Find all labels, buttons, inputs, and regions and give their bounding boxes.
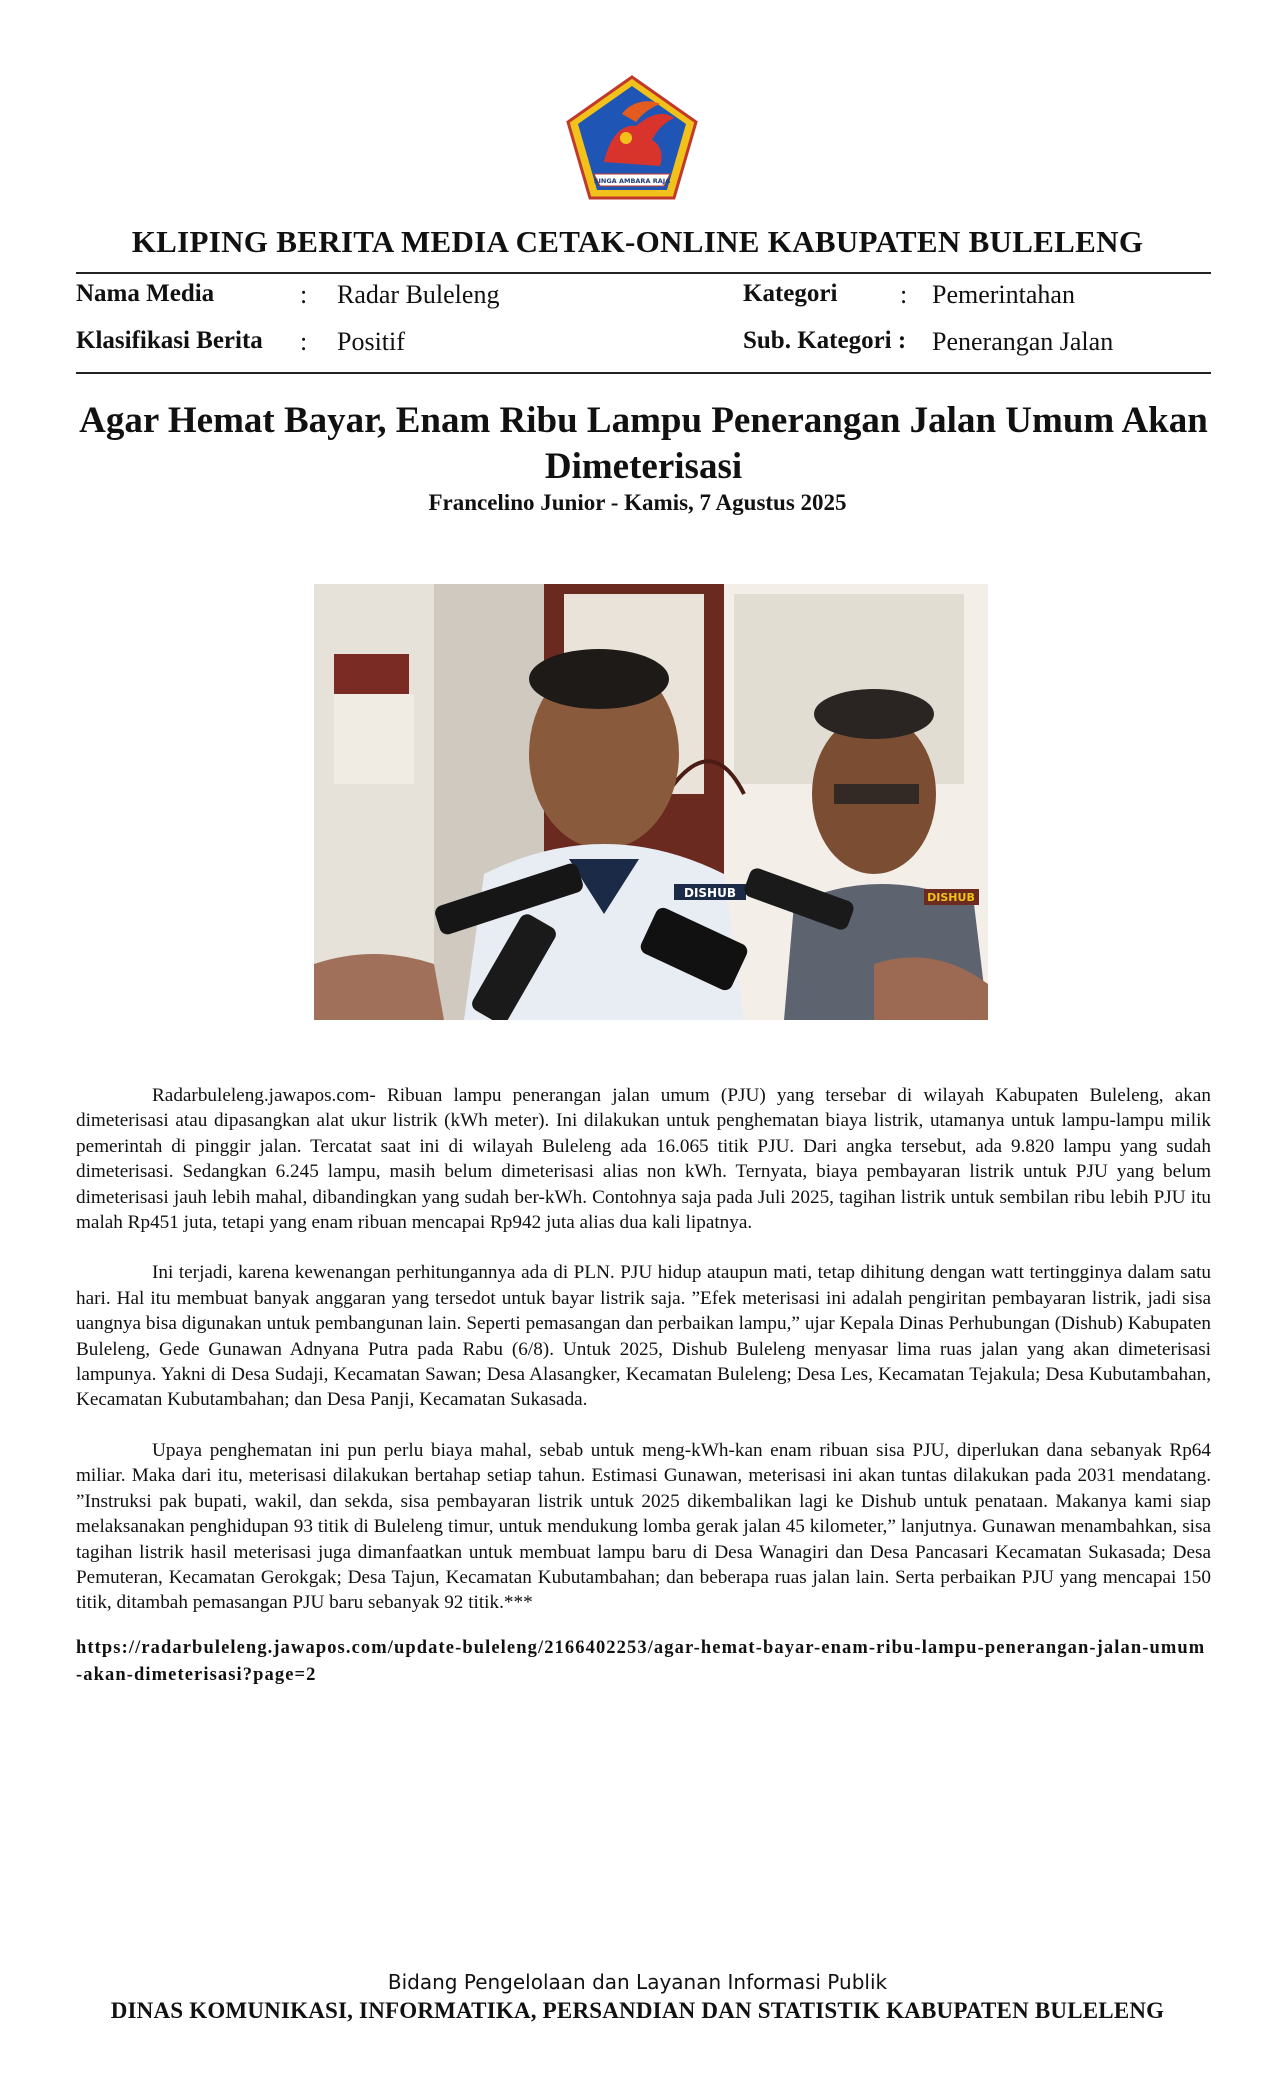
source-url[interactable]: https://radarbuleleng.jawapos.com/update-buleleng/2166402253/agar-hemat-bayar-enam-ribu-lampu-penerangan-jalan-umum-akan-dimeterisasi?page=2	[76, 1638, 1206, 1685]
footer-agency: DINAS KOMUNIKASI, INFORMATIKA, PERSANDIAN DAN STATISTIK KABUPATEN BULELENG	[110, 1998, 1165, 2023]
klasifikasi-label: Klasifikasi Berita	[76, 327, 263, 354]
kategori-label: Kategori	[743, 280, 838, 307]
sub-kategori-label: Sub. Kategori :	[743, 327, 907, 354]
article-paragraph: Upaya penghematan ini pun perlu biaya mahal, sebab untuk meng-kWh-kan enam ribuan sisa PJU, diperlukan dana sebanyak Rp64 miliar. Maka dari itu, meterisasi dilakukan bertahap setiap tahun. Estimasi Gunawan, meterisasi ini akan tuntas dilakukan pada 2031 mendatang. ”Instruksi pak bupati, wakil, dan sekda, sisa pembayaran listrik untuk 2025 dikembalikan lagi ke Dishub untuk penataan. Makanya kami siap melaksanakan penghidupan 93 titik di Buleleng timur, untuk mendukung lomba gerak jalan 45 kilometer,” lanjutnya. Gunawan menambahkan, sisa tagihan listrik hasil meterisasi juga dimanfaatkan untuk membuat lampu baru di Desa Wanagiri dan Desa Pancasari Kecamatan Sukasada; Desa Pemuteran, Kecamatan Gerokgak; Desa Tajun, Kecamatan Kubutambahan; dan beberapa ruas jalan lain. Serta perbaikan PJU yang mencapai 150 titik, ditambah pemasangan PJU baru sebanyak 92 titik.***	[76, 1439, 1211, 1614]
dishub-badge-2: DISHUB	[927, 891, 975, 904]
klasifikasi-value: Positif	[337, 327, 405, 356]
emblem-motto: SINGA AMBARA RAJA	[593, 177, 671, 185]
article-photo	[314, 584, 988, 1020]
article-paragraph: Radarbuleleng.jawapos.com- Ribuan lampu penerangan jalan umum (PJU) yang tersebar di wilayah Kabupaten Buleleng, akan dimeterisasi atau dipasangkan alat ukur listrik (kWh meter). Ini dilakukan untuk penghematan biaya listrik, utamanya untuk lampu-lampu milik pemerintah di pinggir jalan. Tercatat saat ini di wilayah Buleleng ada 16.065 titik PJU. Dari angka tersebut, ada 9.820 lampu yang sudah dimeterisasi. Sedangkan 6.245 lampu, masih belum dimeterisasi alias non kWh. Ternyata, biaya pembayaran listrik untuk PJU yang belum dimeterisasi jauh lebih mahal, dibandingkan yang sudah ber-kWh. Contohnya saja pada Juli 2025, tagihan listrik untuk sembilan ribu lebih PJU itu malah Rp451 juta, tetapi yang enam ribuan mencapai Rp942 juta alias dua kali lipatnya.	[76, 1085, 1211, 1234]
article-title: Agar Hemat Bayar, Enam Ribu Lampu Penerangan Jalan Umum Akan Dimeterisasi	[79, 400, 1208, 487]
article-body	[76, 1083, 1211, 1641]
page-title: KLIPING BERITA MEDIA CETAK-ONLINE KABUPATEN BULELENG	[131, 224, 1144, 259]
article-byline: Francelino Junior - Kamis, 7 Agustus 2025	[428, 490, 847, 515]
kategori-colon: :	[900, 280, 908, 309]
nama-media-label: Nama Media	[76, 280, 215, 307]
divider	[76, 272, 1211, 274]
nama-media-value: Radar Buleleng	[337, 280, 500, 309]
dishub-badge: DISHUB	[683, 886, 737, 900]
regency-emblem-icon	[564, 74, 700, 202]
sub-kategori-value: Penerangan Jalan	[932, 327, 1114, 356]
divider	[76, 372, 1211, 374]
kategori-value: Pemerintahan	[932, 280, 1075, 309]
klasifikasi-colon: :	[300, 327, 308, 356]
nama-media-colon: :	[300, 280, 308, 309]
footer-division: Bidang Pengelolaan dan Layanan Informasi Publik	[387, 1970, 888, 1994]
article-paragraph: Ini terjadi, karena kewenangan perhitungannya ada di PLN. PJU hidup ataupun mati, tetap dihitung dengan watt tertingginya dalam satu hari. Hal itu membuat banyak anggaran yang tersedot untuk bayar listrik saja. ”Efek meterisasi ini adalah pengiritan pembayaran listrik, jadi sisa uangnya bisa digunakan untuk pembangunan lain. Seperti pemasangan dan perbaikan lampu,” ujar Kepala Dinas Perhubungan (Dishub) Kabupaten Buleleng, Gede Gunawan Adnyana Putra pada Rabu (6/8). Untuk 2025, Dishub Buleleng menyasar lima ruas jalan yang akan dimeterisasi lampunya. Yakni di Desa Sudaji, Kecamatan Sawan; Desa Alasangker, Kecamatan Buleleng; Desa Les, Kecamatan Tejakula; Desa Kubutambahan, Kecamatan Kubutambahan; dan Desa Panji, Kecamatan Sukasada.	[76, 1262, 1211, 1411]
